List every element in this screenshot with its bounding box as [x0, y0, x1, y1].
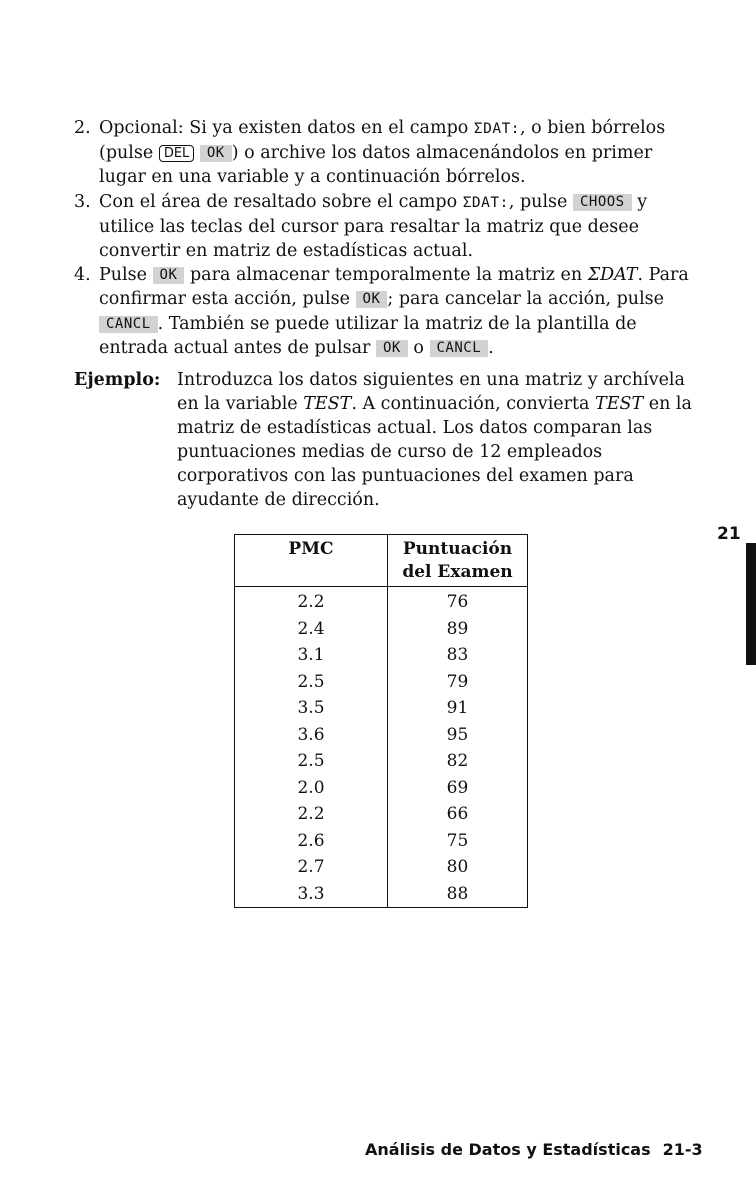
table-row — [235, 775, 528, 802]
data-table — [234, 534, 528, 908]
footer-title: Análisis de Datos y Estadísticas — [365, 1140, 651, 1159]
del-key: DEL — [159, 145, 194, 162]
cell-score: 91 — [388, 695, 528, 722]
sigma-dat-variable: ΣDAT — [587, 265, 638, 286]
cell-pmc: 2.6 — [235, 828, 388, 855]
text-run: , pulse — [508, 191, 573, 212]
table-row — [235, 587, 528, 616]
example-label: Ejemplo: — [74, 370, 161, 390]
text-run: . A continuación, convierta — [351, 393, 596, 414]
step-2 — [74, 116, 704, 190]
cell-score: 82 — [388, 748, 528, 775]
step-number: 3. — [74, 191, 91, 212]
text-run: Pulse — [99, 265, 153, 286]
step-text — [99, 116, 704, 190]
step-3 — [74, 190, 704, 264]
table-row — [235, 695, 528, 722]
sigma-dat-field-label: ΣDAT: — [473, 121, 521, 137]
ok-softkey: OK — [356, 291, 388, 308]
table-row — [235, 616, 528, 643]
cell-score: 88 — [388, 881, 528, 908]
column-header-pmc: PMC — [235, 535, 388, 587]
cancl-softkey: CANCL — [99, 316, 158, 333]
cancl-softkey: CANCL — [430, 340, 489, 357]
text-run: . — [488, 337, 494, 358]
cell-score: 79 — [388, 669, 528, 696]
cell-pmc: 2.5 — [235, 748, 388, 775]
page-footer — [365, 1140, 703, 1159]
text-run: Con el área de resaltado sobre el campo — [99, 191, 463, 212]
cell-pmc: 3.1 — [235, 642, 388, 669]
cell-score: 66 — [388, 801, 528, 828]
cell-score: 95 — [388, 722, 528, 749]
sigma-dat-field-label: ΣDAT: — [462, 194, 509, 211]
cell-pmc: 3.5 — [235, 695, 388, 722]
text-run: . Para confirmar esta acción, pulse — [99, 265, 689, 310]
procedure-steps — [74, 116, 704, 360]
choos-softkey: CHOOS — [573, 194, 632, 211]
text-run: y utilice las teclas del cursor para resaltar la matriz que desee convertir en matriz de estadísticas actual. — [99, 191, 648, 262]
step-text — [99, 263, 704, 360]
test-variable: TEST — [595, 393, 644, 414]
chapter-tab-marker — [746, 543, 756, 665]
cell-pmc: 2.2 — [235, 801, 388, 828]
cell-pmc: 3.3 — [235, 881, 388, 908]
column-header-score: Puntuación del Examen — [388, 535, 528, 587]
ok-softkey: OK — [376, 340, 408, 357]
cell-score: 69 — [388, 775, 528, 802]
table-row — [235, 748, 528, 775]
text-run: para almacenar temporalmente la matriz en — [184, 265, 588, 286]
cell-pmc: 2.7 — [235, 854, 388, 881]
table-row — [235, 642, 528, 669]
text-run: Introduzca los datos siguientes en una matriz y archívela en la variable — [177, 370, 685, 414]
step-number: 2. — [74, 118, 91, 138]
table-body — [235, 587, 528, 908]
cell-pmc: 3.6 — [235, 722, 388, 749]
cell-score: 89 — [388, 616, 528, 643]
text-run: o — [407, 337, 430, 358]
text-run: , o bien bórrelos (pulse — [99, 118, 666, 164]
cell-score: 76 — [388, 587, 528, 616]
text-run: en la matriz de estadísticas actual. Los datos comparan las puntuaciones medias de curso de 12 empleados corporativos con las puntuaciones del examen para ayudante de dirección. — [177, 393, 692, 510]
table-row — [235, 801, 528, 828]
step-4 — [74, 263, 704, 360]
test-variable: TEST — [303, 393, 352, 414]
table-row — [235, 828, 528, 855]
cell-pmc: 2.0 — [235, 775, 388, 802]
table-row — [235, 722, 528, 749]
text-run: ) o archive los datos almacenándolos en primer lugar en una variable y a continuación bórrelos. — [99, 143, 653, 188]
chapter-number: 21 — [717, 524, 741, 544]
cell-pmc: 2.2 — [235, 587, 388, 616]
page-number: 21-3 — [662, 1140, 703, 1159]
cell-score: 80 — [388, 854, 528, 881]
cell-pmc: 2.4 — [235, 616, 388, 643]
table-row — [235, 854, 528, 881]
text-run: Opcional: Si ya existen datos en el campo — [99, 118, 474, 138]
example-block — [74, 369, 694, 512]
table-row — [235, 881, 528, 908]
example-text — [177, 369, 694, 512]
cell-score: 75 — [388, 828, 528, 855]
table-header-row — [235, 535, 528, 587]
text-run: . También se puede utilizar la matriz de la plantilla de entrada actual antes de pulsar — [99, 313, 637, 358]
table-row — [235, 669, 528, 696]
text-run: ; para cancelar la acción, pulse — [387, 289, 665, 310]
ok-softkey: OK — [200, 145, 232, 162]
cell-score: 83 — [388, 642, 528, 669]
step-number: 4. — [74, 265, 91, 286]
ok-softkey: OK — [153, 267, 185, 284]
step-text — [99, 190, 704, 264]
cell-pmc: 2.5 — [235, 669, 388, 696]
